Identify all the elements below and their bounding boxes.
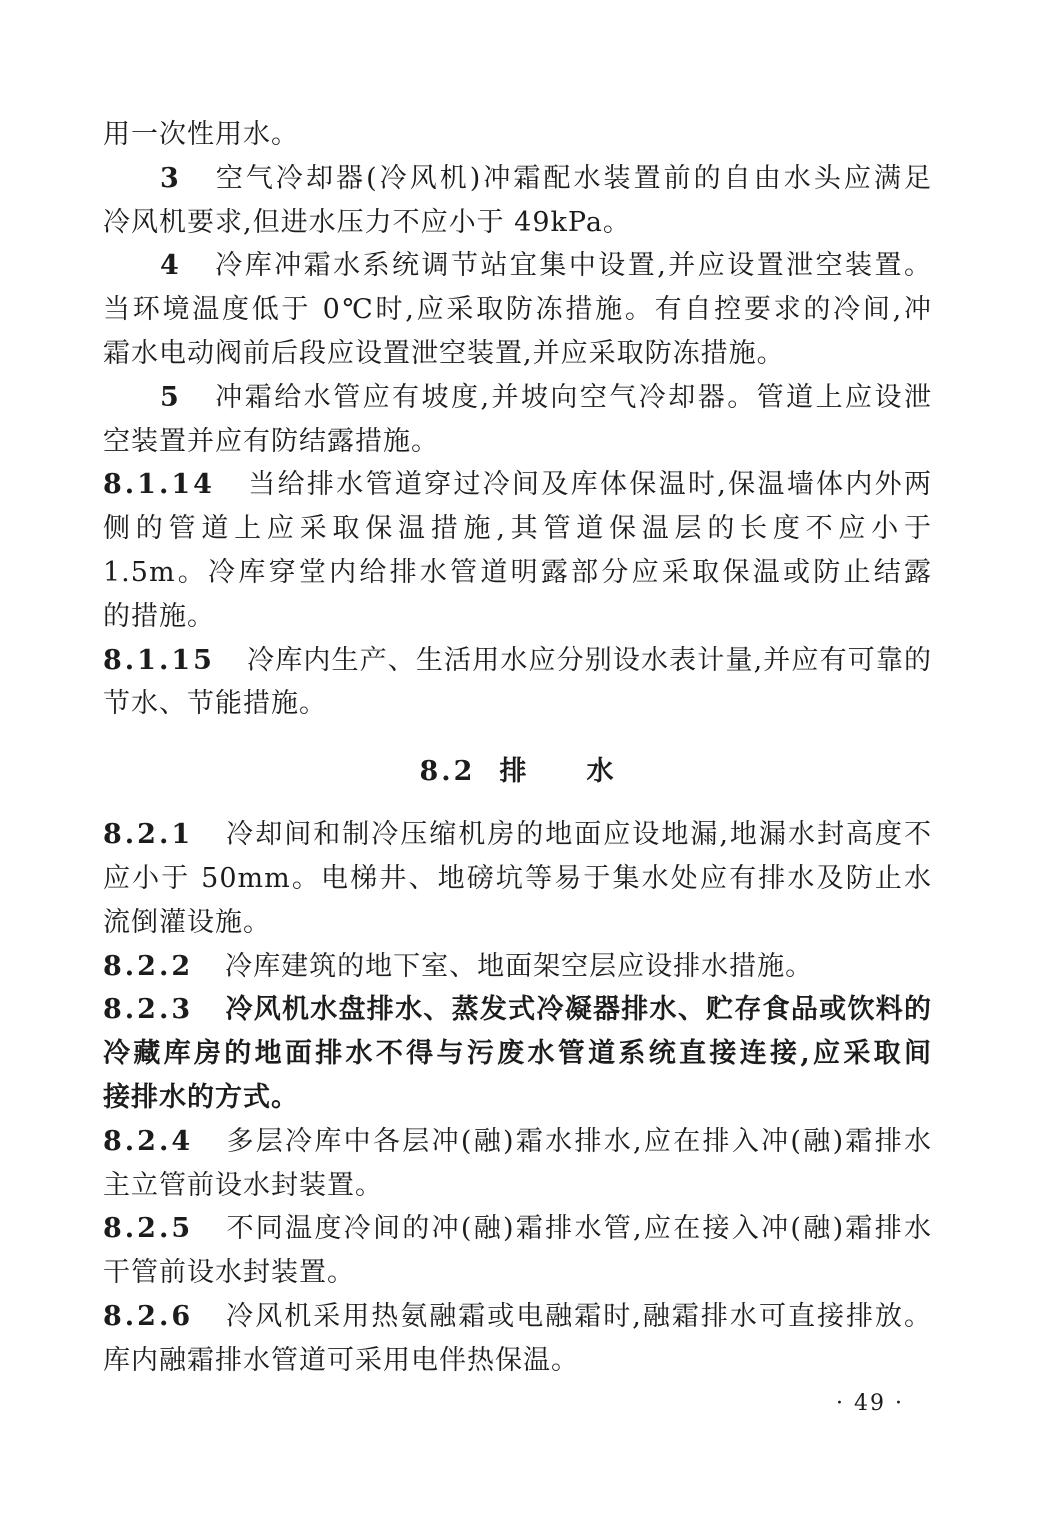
text-line xyxy=(103,1295,932,1339)
text-line xyxy=(103,157,932,201)
text-line: 干管前设水封装置。 xyxy=(103,1257,355,1289)
clause-8-2-2 xyxy=(103,945,932,989)
section-number: 8.2 xyxy=(419,756,476,788)
text-line: 用一次性用水。 xyxy=(103,119,299,150)
text-line: 的措施。 xyxy=(103,600,215,632)
item-4 xyxy=(103,244,932,375)
clause-number: 8.2.4 xyxy=(103,1125,194,1157)
line-text: 不同温度冷间的冲(融)霜排水管,应在接入冲(融)霜排水 xyxy=(225,1213,932,1245)
clause-8-2-6 xyxy=(103,1295,932,1383)
text-line xyxy=(103,1207,932,1251)
text-line: 空装置并应有防结露措施。 xyxy=(103,425,439,457)
clause-number: 8.2.5 xyxy=(103,1213,194,1245)
text-line: 当环境温度低于 0℃时,应采取防冻措施。有自控要求的冷间,冲 xyxy=(103,294,932,326)
body-text xyxy=(103,113,932,1383)
clause-8-1-14 xyxy=(103,463,932,638)
line-text: 冷库内生产、生活用水应分别设水表计量,并应有可靠的 xyxy=(246,644,932,676)
line-text: 冷风机水盘排水、蒸发式冷凝器排水、贮存食品或饮料的 xyxy=(225,994,932,1026)
clause-8-2-4 xyxy=(103,1120,932,1208)
item-3 xyxy=(103,157,932,245)
text-line xyxy=(103,813,932,857)
line-text: 多层冷库中各层冲(融)霜水排水,应在排入冲(融)霜排水 xyxy=(225,1125,932,1157)
line-text: 冷库建筑的地下室、地面架空层应设排水措施。 xyxy=(225,950,814,982)
text-line: 冷藏库房的地面排水不得与污废水管道系统直接连接,应采取间 xyxy=(103,1038,932,1070)
item-number: 3 xyxy=(160,162,182,194)
text-line: 1.5m。冷库穿堂内给排水管道明露部分应采取保温或防止结露 xyxy=(103,556,932,588)
text-line xyxy=(103,376,932,420)
clause-8-2-1 xyxy=(103,813,932,944)
page-number: · 49 · xyxy=(836,1391,904,1416)
line-text: 冷风机采用热氨融霜或电融霜时,融霜排水可直接排放。 xyxy=(225,1300,932,1332)
paragraph-continuation xyxy=(103,113,932,157)
line-text: 当给排水管道穿过冷间及库体保温时,保温墙体内外两 xyxy=(246,469,932,501)
text-line: 应小于 50mm。电梯井、地磅坑等易于集水处应有排水及防止水 xyxy=(103,862,932,894)
text-line xyxy=(103,988,932,1032)
text-line: 接排水的方式。 xyxy=(103,1081,299,1113)
clause-number: 8.2.6 xyxy=(103,1300,194,1332)
line-text: 空气冷却器(冷风机)冲霜配水装置前的自由水头应满足 xyxy=(213,162,932,194)
clause-number: 8.1.15 xyxy=(103,644,215,676)
line-text: 冲霜给水管应有坡度,并坡向空气冷却器。管道上应设泄 xyxy=(213,381,932,413)
clause-8-2-3 xyxy=(103,988,932,1119)
item-number: 4 xyxy=(160,250,182,282)
clause-number: 8.2.1 xyxy=(103,819,194,851)
text-line xyxy=(103,945,932,989)
text-line: 霜水电动阀前后段应设置泄空装置,并应采取防冻措施。 xyxy=(103,337,785,369)
clause-number: 8.2.2 xyxy=(103,950,194,982)
section-heading xyxy=(103,750,932,794)
text-line: 库内融霜排水管道可采用电伴热保温。 xyxy=(103,1344,579,1376)
text-line xyxy=(103,639,932,683)
line-text: 冷却间和制冷压缩机房的地面应设地漏,地漏水封高度不 xyxy=(225,819,932,851)
text-line xyxy=(103,244,932,288)
text-line: 流倒灌设施。 xyxy=(103,906,271,938)
text-line: 侧的管道上应采取保温措施,其管道保温层的长度不应小于 xyxy=(103,513,932,545)
item-5 xyxy=(103,376,932,464)
item-number: 5 xyxy=(160,381,182,413)
line-text: 冷库冲霜水系统调节站宜集中设置,并应设置泄空装置。 xyxy=(213,250,932,282)
clause-8-2-5 xyxy=(103,1207,932,1295)
section-title: 排 水 xyxy=(499,756,616,788)
text-line xyxy=(103,1120,932,1164)
text-line: 冷风机要求,但进水压力不应小于 49kPa。 xyxy=(103,206,631,238)
text-line xyxy=(103,463,932,507)
clause-number: 8.2.3 xyxy=(103,994,194,1026)
text-line: 节水、节能措施。 xyxy=(103,688,327,720)
clause-8-1-15 xyxy=(103,639,932,727)
text-line: 主立管前设水封装置。 xyxy=(103,1169,383,1201)
clause-number: 8.1.14 xyxy=(103,469,215,501)
